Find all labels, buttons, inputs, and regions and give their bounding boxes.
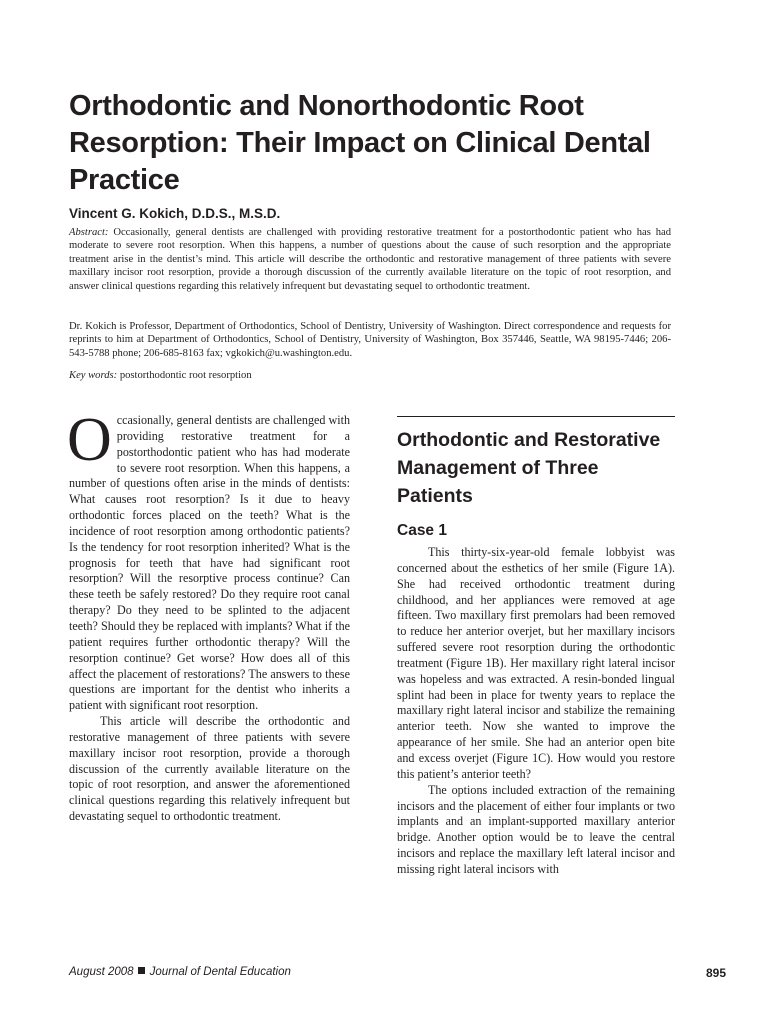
right-column xyxy=(397,416,675,878)
drop-cap: O xyxy=(67,406,112,474)
keywords-text: postorthodontic root resorption xyxy=(117,370,252,381)
intro-paragraph-2: This article will describe the orthodontic and restorative management of three patients with severe maxillary incisor root resorption, provide a thorough discussion of the currently available literature on the topic of root resorption, and answer the aforementioned clinical questions regarding this relatively infrequent but devastating sequel to orthodontic treatment. xyxy=(69,714,350,824)
intro-paragraph-1-text: ccasionally, general dentists are challenged with providing restorative treatment for a postorthodontic patient who has had moderate to severe root resorption. When this happens, a number of questions often arise in the minds of dentists: What causes root resorption? Is it due to heavy orthodontic forces placed on the teeth? What is the incidence of root resorption among orthodontic patients? Is the tendency for root resorption inherited? What is the prognosis for teeth that have had significant root resorption? Will the resorptive process continue? Can these teeth be safely restored? Do they require root canal therapy? Do they need to be splinted to the adjacent teeth? Should they be replaced with implants? What if the patient requires further orthodontic therapy? Will the resorption continue? Get worse? How does all of this affect the placement of restorations? The answers to these questions are important for the dentist who inherits a patient with significant root resorption. xyxy=(69,413,350,713)
article-title: Orthodontic and Nonorthodontic Root Resorption: Their Impact on Clinical Dental Practice xyxy=(69,90,651,196)
square-bullet-icon xyxy=(138,967,145,974)
section-rule xyxy=(397,416,675,417)
case-paragraph-1: This thirty-six-year-old female lobbyist was concerned about the esthetics of her smile (Figure 1A). She had received orthodontic treatment during childhood, and her appliances were removed at age fifteen. Two maxillary first premolars had been removed to reduce her anterior overjet, but her maxillary incisors suffered severe root resorption during the orthodontic treatment (Figure 1B). Her maxillary right lateral incisor was hopeless and was extracted. A resin-bonded lingual splint had been in place for twenty years to replace the maxillary right lateral incisor and stabilize the remaining anterior teeth. Now she wanted to improve the appearance of her smile. She had an anterior open bite and excess overjet (Figure 1C). How would you restore this patient’s anterior teeth? xyxy=(397,545,675,781)
case-heading: Case 1 xyxy=(397,522,447,539)
footer-date: August 2008 xyxy=(69,966,134,978)
keywords xyxy=(69,369,671,382)
footer-citation xyxy=(69,966,291,978)
abstract-label: Abstract: xyxy=(69,227,109,238)
author-name: Vincent G. Kokich, D.D.S., M.S.D. xyxy=(69,206,281,221)
author-affiliation: Dr. Kokich is Professor, Department of Orthodontics, School of Dentistry, University of Washington. Direct correspondence and requests for reprints to him at Department of Orthodontics, School of Dentistry, University of Washington, Box 357446, Seattle, WA 98195-7446; 206-543-5788 phone; 206-685-8163 fax; vgkokich@u.washington.edu. xyxy=(69,321,671,359)
abstract xyxy=(69,226,671,293)
keywords-label: Key words: xyxy=(69,370,118,381)
intro-paragraph-1 xyxy=(67,406,350,714)
case-body xyxy=(397,545,675,878)
footer-journal: Journal of Dental Education xyxy=(149,966,291,978)
case-paragraph-2: The options included extraction of the remaining incisors and the placement of either four implants or two implants and an implant-supported maxillary anterior bridge. Another option would be to leave the central incisors and replace the maxillary left lateral incisor and missing right lateral incisors with xyxy=(397,782,675,876)
page-number: 895 xyxy=(705,966,726,980)
section-heading: Orthodontic and Restorative Management of Three Patients xyxy=(397,429,661,507)
left-column xyxy=(67,406,350,825)
abstract-text: Occasionally, general dentists are challenged with providing restorative treatment for a postorthodontic patient who has had moderate to severe root resorption. When this happens, a number of questions about the cause of such resorption and the appropriate treatment arise in the dentist’s mind. This article will describe the orthodontic and restorative management of three patients with severe maxillary incisor root resorption, provide a thorough discussion of the currently available literature on the topic of root resorption, and answer clinical questions regarding this relatively infrequent but devastating sequel to orthodontic treatment. xyxy=(69,227,671,292)
